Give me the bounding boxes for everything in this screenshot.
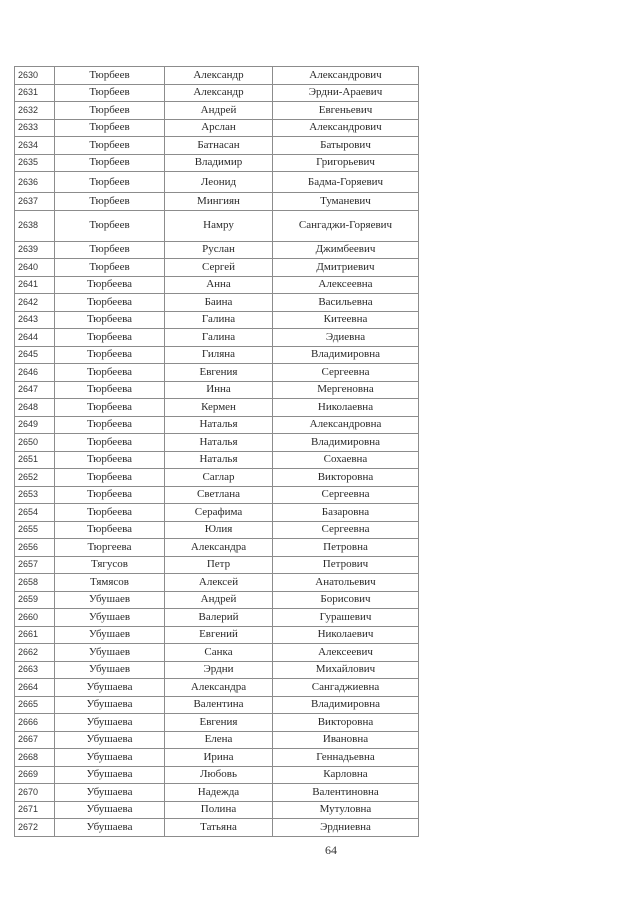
patronymic-cell: Евгеньевич (273, 102, 419, 120)
first-name-cell: Инна (165, 381, 273, 399)
last-name-cell: Убушаев (55, 644, 165, 662)
last-name-cell: Тюрбеева (55, 416, 165, 434)
last-name-cell: Убушаева (55, 784, 165, 802)
row-number-cell: 2641 (15, 276, 55, 294)
row-number-cell: 2649 (15, 416, 55, 434)
table-row (15, 102, 419, 120)
row-number-cell: 2646 (15, 364, 55, 382)
last-name-cell: Тюрбеев (55, 172, 165, 193)
row-number-cell: 2671 (15, 801, 55, 819)
table-row (15, 819, 419, 837)
row-number-cell: 2650 (15, 434, 55, 452)
table-row (15, 539, 419, 557)
patronymic-cell: Геннадьевна (273, 749, 419, 767)
last-name-cell: Убушаев (55, 591, 165, 609)
row-number-cell: 2637 (15, 193, 55, 211)
last-name-cell: Тямясов (55, 574, 165, 592)
patronymic-cell: Михайлович (273, 661, 419, 679)
table-row (15, 469, 419, 487)
table-row (15, 731, 419, 749)
row-number-cell: 2660 (15, 609, 55, 627)
table-row (15, 381, 419, 399)
first-name-cell: Мингиян (165, 193, 273, 211)
last-name-cell: Тюрбеев (55, 193, 165, 211)
first-name-cell: Саглар (165, 469, 273, 487)
table-row (15, 574, 419, 592)
patronymic-cell: Викторовна (273, 714, 419, 732)
last-name-cell: Убушаева (55, 766, 165, 784)
table-row (15, 329, 419, 347)
row-number-cell: 2662 (15, 644, 55, 662)
row-number-cell: 2653 (15, 486, 55, 504)
first-name-cell: Евгения (165, 714, 273, 732)
patronymic-cell: Борисович (273, 591, 419, 609)
table-row (15, 67, 419, 85)
patronymic-cell: Владимировна (273, 696, 419, 714)
table-row (15, 766, 419, 784)
table-row (15, 591, 419, 609)
first-name-cell: Александр (165, 84, 273, 102)
last-name-cell: Тюрбеева (55, 521, 165, 539)
first-name-cell: Кермен (165, 399, 273, 417)
first-name-cell: Евгения (165, 364, 273, 382)
patronymic-cell: Бадма-Горяевич (273, 172, 419, 193)
last-name-cell: Тюрбеева (55, 381, 165, 399)
patronymic-cell: Александровна (273, 416, 419, 434)
last-name-cell: Тюрбеева (55, 451, 165, 469)
row-number-cell: 2631 (15, 84, 55, 102)
patronymic-cell: Валентиновна (273, 784, 419, 802)
table-row (15, 714, 419, 732)
first-name-cell: Владимир (165, 154, 273, 172)
first-name-cell: Леонид (165, 172, 273, 193)
first-name-cell: Александра (165, 539, 273, 557)
table-row (15, 210, 419, 241)
row-number-cell: 2654 (15, 504, 55, 522)
row-number-cell: 2669 (15, 766, 55, 784)
last-name-cell: Тюрбеев (55, 119, 165, 137)
row-number-cell: 2640 (15, 259, 55, 277)
row-number-cell: 2644 (15, 329, 55, 347)
patronymic-cell: Григорьевич (273, 154, 419, 172)
first-name-cell: Наталья (165, 434, 273, 452)
last-name-cell: Тюрбеева (55, 486, 165, 504)
table-row (15, 451, 419, 469)
patronymic-cell: Эрдниевна (273, 819, 419, 837)
last-name-cell: Убушаев (55, 661, 165, 679)
first-name-cell: Арслан (165, 119, 273, 137)
last-name-cell: Тюрбеев (55, 84, 165, 102)
patronymic-cell: Владимировна (273, 434, 419, 452)
patronymic-cell: Алексеевна (273, 276, 419, 294)
row-number-cell: 2666 (15, 714, 55, 732)
first-name-cell: Валерий (165, 609, 273, 627)
first-name-cell: Наталья (165, 451, 273, 469)
table-row (15, 784, 419, 802)
row-number-cell: 2630 (15, 67, 55, 85)
first-name-cell: Серафима (165, 504, 273, 522)
last-name-cell: Тюрбеев (55, 137, 165, 155)
table-row (15, 154, 419, 172)
first-name-cell: Наталья (165, 416, 273, 434)
table-row (15, 311, 419, 329)
table-row (15, 661, 419, 679)
patronymic-cell: Петровна (273, 539, 419, 557)
table-row (15, 749, 419, 767)
first-name-cell: Петр (165, 556, 273, 574)
first-name-cell: Татьяна (165, 819, 273, 837)
table-row (15, 364, 419, 382)
patronymic-cell: Сохаевна (273, 451, 419, 469)
first-name-cell: Анна (165, 276, 273, 294)
first-name-cell: Андрей (165, 591, 273, 609)
first-name-cell: Валентина (165, 696, 273, 714)
patronymic-cell: Мутуловна (273, 801, 419, 819)
names-table (14, 66, 419, 837)
row-number-cell: 2642 (15, 294, 55, 312)
patronymic-cell: Александрович (273, 67, 419, 85)
row-number-cell: 2632 (15, 102, 55, 120)
table-row (15, 504, 419, 522)
table-row (15, 276, 419, 294)
table-row (15, 609, 419, 627)
table-row (15, 172, 419, 193)
row-number-cell: 2636 (15, 172, 55, 193)
patronymic-cell: Гурашевич (273, 609, 419, 627)
table-row (15, 486, 419, 504)
table-row (15, 416, 419, 434)
last-name-cell: Тюрбеева (55, 346, 165, 364)
row-number-cell: 2635 (15, 154, 55, 172)
row-number-cell: 2657 (15, 556, 55, 574)
last-name-cell: Тюрбеев (55, 154, 165, 172)
patronymic-cell: Туманевич (273, 193, 419, 211)
last-name-cell: Убушаева (55, 749, 165, 767)
first-name-cell: Любовь (165, 766, 273, 784)
last-name-cell: Убушаев (55, 609, 165, 627)
last-name-cell: Убушаев (55, 626, 165, 644)
first-name-cell: Евгений (165, 626, 273, 644)
patronymic-cell: Джимбеевич (273, 241, 419, 259)
row-number-cell: 2648 (15, 399, 55, 417)
patronymic-cell: Сергеевна (273, 486, 419, 504)
table-row (15, 84, 419, 102)
row-number-cell: 2668 (15, 749, 55, 767)
row-number-cell: 2670 (15, 784, 55, 802)
patronymic-cell: Ивановна (273, 731, 419, 749)
last-name-cell: Убушаева (55, 731, 165, 749)
first-name-cell: Галина (165, 329, 273, 347)
patronymic-cell: Николаевич (273, 626, 419, 644)
patronymic-cell: Базаровна (273, 504, 419, 522)
first-name-cell: Елена (165, 731, 273, 749)
patronymic-cell: Сангаджи-Горяевич (273, 210, 419, 241)
last-name-cell: Тюрбеева (55, 294, 165, 312)
last-name-cell: Убушаева (55, 714, 165, 732)
row-number-cell: 2665 (15, 696, 55, 714)
first-name-cell: Надежда (165, 784, 273, 802)
patronymic-cell: Батырович (273, 137, 419, 155)
first-name-cell: Ирина (165, 749, 273, 767)
patronymic-cell: Мергеновна (273, 381, 419, 399)
names-table-body (15, 67, 419, 837)
page-number: 64 (325, 843, 337, 857)
row-number-cell: 2672 (15, 819, 55, 837)
last-name-cell: Тюрбеева (55, 329, 165, 347)
patronymic-cell: Анатольевич (273, 574, 419, 592)
first-name-cell: Галина (165, 311, 273, 329)
patronymic-cell: Николаевна (273, 399, 419, 417)
first-name-cell: Александр (165, 67, 273, 85)
table-row (15, 801, 419, 819)
row-number-cell: 2643 (15, 311, 55, 329)
row-number-cell: 2634 (15, 137, 55, 155)
first-name-cell: Полина (165, 801, 273, 819)
patronymic-cell: Александрович (273, 119, 419, 137)
last-name-cell: Тюрбеева (55, 469, 165, 487)
last-name-cell: Тюрбеев (55, 67, 165, 85)
first-name-cell: Эрдни (165, 661, 273, 679)
patronymic-cell: Алексеевич (273, 644, 419, 662)
last-name-cell: Убушаева (55, 801, 165, 819)
row-number-cell: 2656 (15, 539, 55, 557)
last-name-cell: Убушаева (55, 819, 165, 837)
last-name-cell: Тюрбеев (55, 210, 165, 241)
patronymic-cell: Дмитриевич (273, 259, 419, 277)
patronymic-cell: Сергеевна (273, 521, 419, 539)
table-row (15, 644, 419, 662)
row-number-cell: 2638 (15, 210, 55, 241)
last-name-cell: Убушаева (55, 679, 165, 697)
first-name-cell: Александра (165, 679, 273, 697)
last-name-cell: Тюрбеева (55, 276, 165, 294)
last-name-cell: Тюрбеева (55, 311, 165, 329)
table-row (15, 399, 419, 417)
last-name-cell: Тюргеева (55, 539, 165, 557)
last-name-cell: Тягусов (55, 556, 165, 574)
table-row (15, 137, 419, 155)
patronymic-cell: Эрдни-Араевич (273, 84, 419, 102)
first-name-cell: Андрей (165, 102, 273, 120)
last-name-cell: Тюрбеев (55, 102, 165, 120)
row-number-cell: 2647 (15, 381, 55, 399)
last-name-cell: Тюрбеев (55, 259, 165, 277)
last-name-cell: Тюрбеева (55, 399, 165, 417)
table-row (15, 346, 419, 364)
first-name-cell: Руслан (165, 241, 273, 259)
last-name-cell: Тюрбеева (55, 504, 165, 522)
table-row (15, 193, 419, 211)
last-name-cell: Тюрбеев (55, 241, 165, 259)
table-row (15, 434, 419, 452)
patronymic-cell: Васильевна (273, 294, 419, 312)
table-row (15, 679, 419, 697)
first-name-cell: Юлия (165, 521, 273, 539)
patronymic-cell: Сангаджиевна (273, 679, 419, 697)
first-name-cell: Батнасан (165, 137, 273, 155)
first-name-cell: Алексей (165, 574, 273, 592)
first-name-cell: Гиляна (165, 346, 273, 364)
patronymic-cell: Викторовна (273, 469, 419, 487)
row-number-cell: 2655 (15, 521, 55, 539)
patronymic-cell: Карловна (273, 766, 419, 784)
first-name-cell: Намру (165, 210, 273, 241)
row-number-cell: 2639 (15, 241, 55, 259)
row-number-cell: 2652 (15, 469, 55, 487)
row-number-cell: 2661 (15, 626, 55, 644)
table-row (15, 241, 419, 259)
patronymic-cell: Петрович (273, 556, 419, 574)
row-number-cell: 2664 (15, 679, 55, 697)
row-number-cell: 2659 (15, 591, 55, 609)
patronymic-cell: Эдиевна (273, 329, 419, 347)
first-name-cell: Светлана (165, 486, 273, 504)
row-number-cell: 2651 (15, 451, 55, 469)
last-name-cell: Тюрбеева (55, 364, 165, 382)
first-name-cell: Санка (165, 644, 273, 662)
row-number-cell: 2658 (15, 574, 55, 592)
table-row (15, 556, 419, 574)
last-name-cell: Убушаева (55, 696, 165, 714)
table-row (15, 626, 419, 644)
first-name-cell: Сергей (165, 259, 273, 277)
patronymic-cell: Китеевна (273, 311, 419, 329)
table-row (15, 259, 419, 277)
patronymic-cell: Владимировна (273, 346, 419, 364)
row-number-cell: 2663 (15, 661, 55, 679)
patronymic-cell: Сергеевна (273, 364, 419, 382)
row-number-cell: 2667 (15, 731, 55, 749)
last-name-cell: Тюрбеева (55, 434, 165, 452)
table-row (15, 119, 419, 137)
table-row (15, 294, 419, 312)
table-row (15, 521, 419, 539)
table-row (15, 696, 419, 714)
first-name-cell: Баина (165, 294, 273, 312)
row-number-cell: 2633 (15, 119, 55, 137)
row-number-cell: 2645 (15, 346, 55, 364)
